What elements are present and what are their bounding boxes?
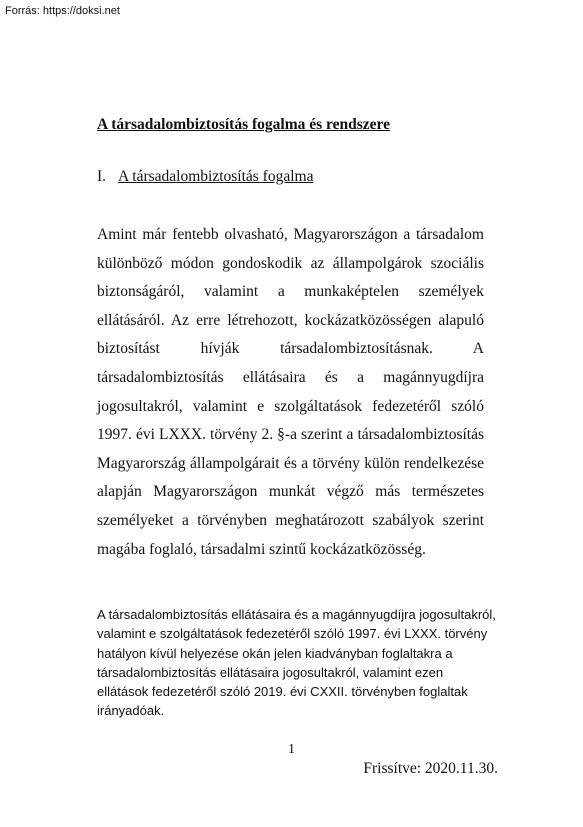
document-title: A társadalombiztosítás fogalma és rendszere	[97, 116, 391, 133]
source-label: Forrás: https://doksi.net	[5, 5, 120, 17]
note-paragraph: A társadalombiztosítás ellátásaira és a magánnyugdíjra jogosultakról, valamint e szolgáltatások fedezetéről szóló 1997. évi LXXX. törvény hatályon kívül helyezése okán jelen kiadványban foglaltakra a társadalombiztosítás ellátásaira jogosultakról, valamint ezen ellátások fedezetéről szóló 2019. évi CXXII. törvényben foglaltak irányadóak.	[97, 607, 496, 719]
section-number: I.	[97, 168, 107, 185]
body-paragraph: Amint már fentebb olvasható, Magyarországon a társadalom különböző módon gondoskodik az állampolgárok szociális biztonságáról, valamint a munkaképtelen személyek ellátásáról. Az erre létrehozott, kockázatközösségen alapuló biztosítást hívják társadalombiztosításnak. A társadalombiztosítás ellátásaira és a magánnyugdíjra jogosultakról, valamint e szolgáltatások fedezetéről szóló 1997. évi LXXX. törvény 2. §-a szerint a társadalombiztosítás Magyarország állampolgárait és a törvény külön rendelkezése alapján Magyarországon munkát végző más természetes személyeket a törvényben meghatározott szabályok szerint magába foglaló, társadalmi szintű kockázatközösség.	[97, 226, 484, 558]
updated-date: Frissítve: 2020.11.30.	[363, 760, 498, 777]
section-title: A társadalombiztosítás fogalma	[118, 168, 314, 185]
section-heading	[97, 168, 313, 186]
page-number: 1	[288, 742, 295, 757]
